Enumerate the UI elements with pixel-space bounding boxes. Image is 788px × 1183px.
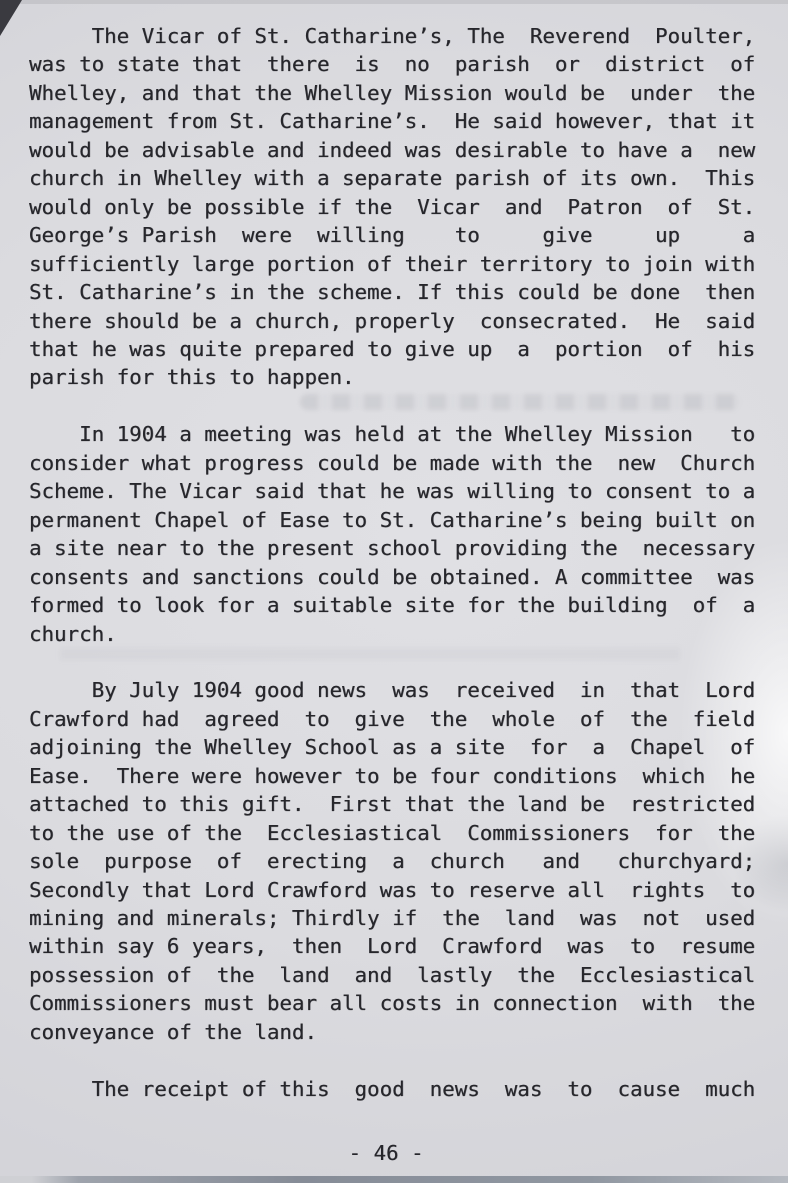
paragraph: The receipt of this good news was to cause much (29, 1076, 756, 1101)
paragraph: By July 1904 good news was received in that Lord Crawford had agreed to give the whole of the field adjoining the Whelley School as a site for a Chapel of Ease. There were however to be four conditions which he attached to this gift. First that the land be restricted to the use of the Ecclesiastical Commissioners for the sole purpose of erecting a church and churchyard; Secondly that Lord Crawford was to reserve all rights to mining and minerals; Thirdly if the land was not used within say 6 years, then Lord Crawford was to resume possession of the land and lastly the Ecclesiastical Commissioners must bear all costs in connection with the conveyance of the land. (29, 678, 756, 1044)
typewritten-text (29, 22, 755, 1132)
page-number: - 46 - (348, 1141, 424, 1165)
scan-bottom-edge-artifact (0, 1176, 788, 1183)
scan-top-edge-artifact (0, 0, 788, 4)
paragraph: In 1904 a meeting was held at the Whelley Mission to consider what progress could be made with the new Church Scheme. The Vicar said that he was willing to consent to a permanent Chapel of Ease to St. Catharine’s being built on a site near to the present school providing the necessary consents and sanctions could be obtained. A committee was formed to look for a suitable site for the building of a church. (29, 422, 756, 646)
scan-corner-artifact (0, 0, 22, 36)
paragraph: The Vicar of St. Catharine’s, The Reverend Poulter, was to state that there is no parish or district of Whelley, and that the Whelley Mission would be under the management from St. Catharine’s. He said however, that it would be advisable and indeed was desirable to have a new church in Whelley with a separate parish of its own. This would only be possible if the Vicar and Patron of St. George’s Parish were willing to give up a sufficiently large portion of their territory to join with St. Catharine’s in the scheme. If this could be done then there should be a church, properly consecrated. He said that he was quite prepared to give up a portion of his parish for this to happen. (29, 24, 756, 390)
